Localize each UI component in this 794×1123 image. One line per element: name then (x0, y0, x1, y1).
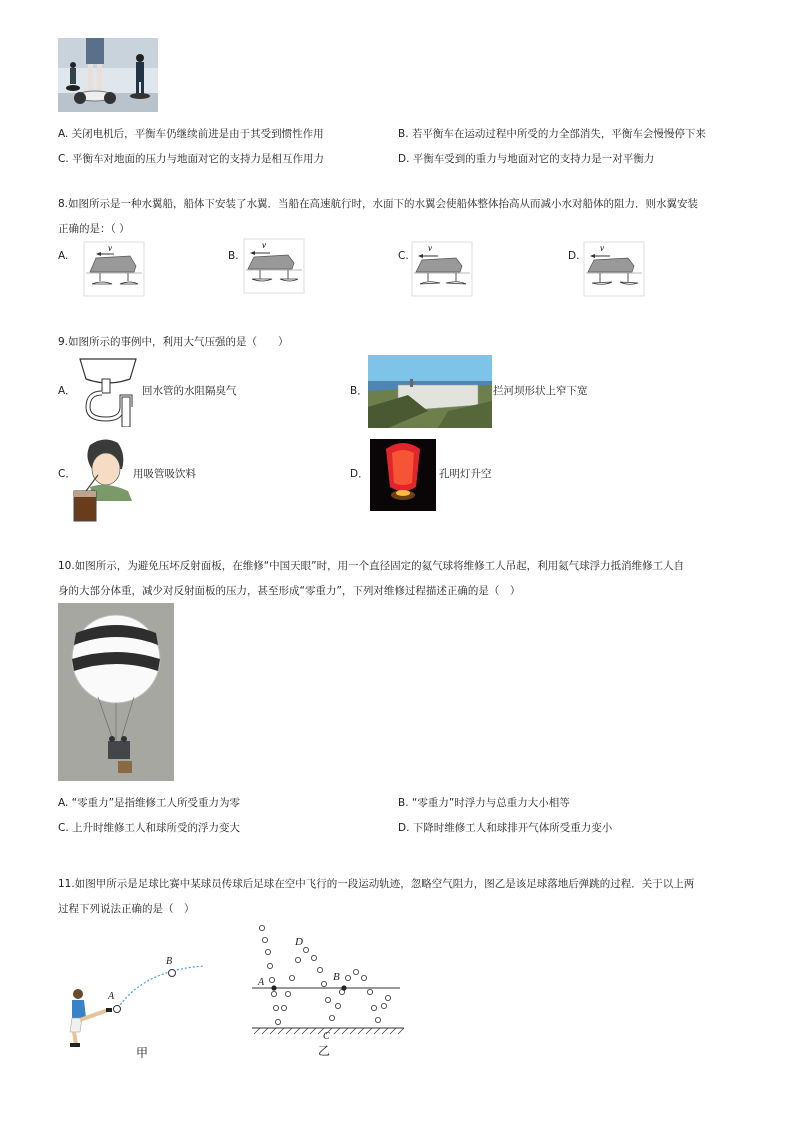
boy-drinking-straw-drawing (72, 435, 134, 526)
svg-text:v: v (600, 243, 604, 253)
q10-option-a: A. “零重力”是指维修工人所受重力为零 (58, 797, 241, 809)
hydrofoil-diagram-b (242, 237, 306, 298)
q9-option-b-text: 拦河坝形状上窄下宽 (493, 385, 588, 397)
svg-text:v: v (262, 240, 266, 250)
figure-yi-point-b: B (333, 971, 340, 983)
q7-option-c: C. 平衡车对地面的压力与地面对它的支持力是相互作用力 (58, 153, 325, 165)
q9-option-a-letter: A． (58, 385, 76, 397)
svg-text:v: v (428, 243, 432, 253)
figure-yi-point-a: A (258, 977, 265, 988)
q10-option-c: C. 上升时维修工人和球所受的浮力变大 (58, 822, 241, 834)
q8-stem-line1: 8.如图所示是一种水翼船，船体下安装了水翼．当船在高速航行时，水面下的水翼会使船体整体抬高从而减小水对船体的阻力．则水翼安装 (58, 198, 699, 210)
q10-option-b: B. “零重力”时浮力与总重力大小相等 (398, 797, 570, 809)
helium-balloon-photo (58, 603, 174, 781)
q7-option-d: D. 平衡车受到的重力与地面对它的支持力是一对平衡力 (398, 153, 655, 165)
q10-stem-line2: 身的大部分体重，减少对反射面板的压力，甚至形成“零重力”，下列对维修过程描述正确的是（ ） (58, 585, 521, 597)
sink-trap-drawing (72, 357, 144, 430)
figure-yi-bouncing-ball (248, 922, 408, 1042)
q7-option-a: A. 关闭电机后，平衡车仍继续前进是由于其受到惯性作用 (58, 128, 324, 140)
figure-yi-point-c: C (323, 1031, 330, 1042)
q11-stem-line1: 11.如图甲所示是足球比赛中某球员传球后足球在空中飞行的一段运动轨迹，忽略空气阻力，图乙是该足球落地后弹跳的过程．关于以上两 (58, 878, 695, 890)
figure-jia-point-b: B (166, 956, 173, 967)
figure-yi-point-d: D (295, 936, 303, 948)
hydrofoil-diagram-d (582, 240, 646, 301)
sky-lantern-photo (370, 439, 436, 511)
q7-option-b: B. 若平衡车在运动过程中所受的力全部消失，平衡车会慢慢停下来 (398, 128, 706, 140)
q8-label-a: A. (58, 250, 69, 262)
hydrofoil-diagram-a (82, 240, 146, 301)
q11-stem-line2: 过程下列说法正确的是（ ） (58, 903, 195, 915)
q8-label-b: B. (228, 250, 239, 262)
q9-stem: 9.如图所示的事例中，利用大气压强的是（ ） (58, 336, 289, 348)
hydrofoil-diagram-c (410, 240, 474, 301)
q8-label-c: C. (398, 250, 409, 262)
balance-scooter-photo (58, 38, 158, 112)
figure-yi-label: 乙 (318, 1044, 331, 1058)
q9-option-d-text: 孔明灯升空 (439, 468, 492, 480)
svg-text:v: v (108, 243, 112, 253)
q10-stem-line1: 10.如图所示，为避免压坏反射面板，在维修“中国天眼”时，用一个直径固定的氦气球将维修工人吊起，利用氦气球浮力抵消维修工人自 (58, 560, 685, 572)
dam-photo (368, 355, 492, 428)
figure-jia-label: 甲 (136, 1046, 149, 1060)
q9-option-c-letter: C． (58, 468, 76, 480)
q9-option-c-text: 用吸管吸饮料 (133, 468, 196, 480)
q9-option-a-text: 回水管的水阻隔臭气 (142, 385, 237, 397)
q9-option-b-letter: B． (350, 385, 368, 397)
figure-jia-point-a: A (108, 991, 115, 1002)
q10-option-d: D. 下降时维修工人和球排开气体所受重力变小 (398, 822, 613, 834)
figure-jia-kick-trajectory (58, 940, 218, 1050)
q9-option-d-letter: D． (350, 468, 369, 480)
q8-label-d: D. (568, 250, 580, 262)
q8-stem-line2: 正确的是：（ ） (58, 223, 130, 235)
